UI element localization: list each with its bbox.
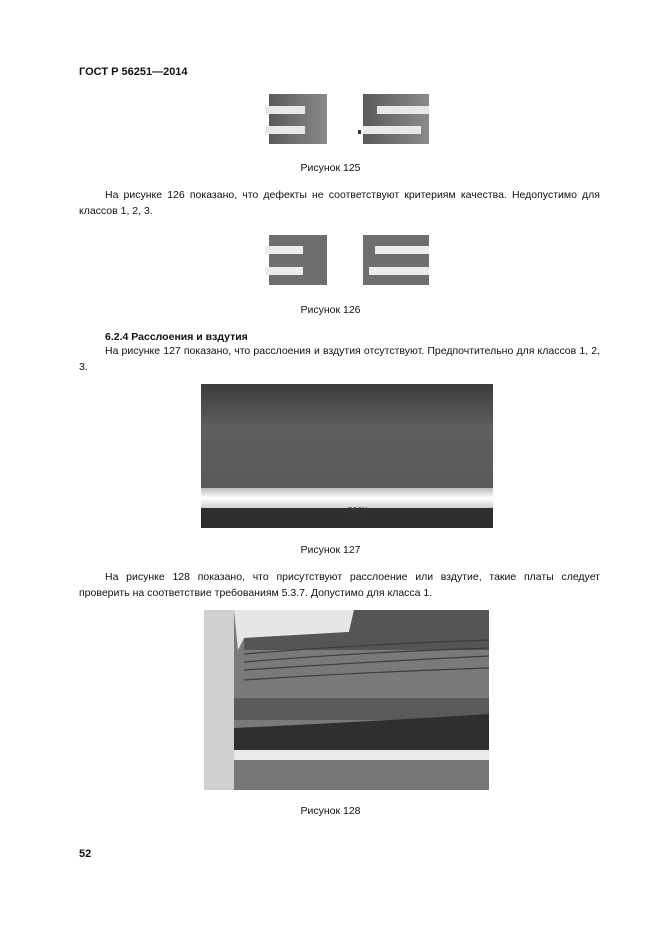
paragraph-figure-127-text: На рисунке 127 показано, что расслоения и вздутия отсутствуют. Предпочтительно для классов 1, 2, 3. — [79, 345, 600, 373]
paragraph-figure-128-text: На рисунке 128 показано, что присутствуют расслоение или вздутие, такие платы следует проверить на соответствие требованиям 5.3.7. Допустимо для класса 1. — [79, 571, 600, 599]
paragraph-figure-128 — [79, 569, 600, 601]
figure-128-image — [204, 610, 489, 790]
figure-126-image — [265, 233, 433, 285]
page-number: 52 — [79, 848, 92, 860]
figure-127-image — [201, 384, 493, 528]
figure-127-caption: Рисунок 127 — [300, 544, 361, 556]
section-heading: 6.2.4 Расслоения и вздутия — [105, 331, 248, 343]
document-header: ГОСТ Р 56251—2014 — [79, 66, 188, 78]
figure-126-caption: Рисунок 126 — [300, 304, 361, 316]
figure-128-caption: Рисунок 128 — [300, 805, 361, 817]
figure-125-image — [265, 92, 433, 144]
figure-125-caption: Рисунок 125 — [300, 162, 361, 174]
magnification-label: >200X — [343, 506, 368, 515]
paragraph-figure-126 — [79, 187, 600, 219]
paragraph-figure-127 — [79, 343, 600, 375]
paragraph-figure-126-text: На рисунке 126 показано, что дефекты не соответствуют критериям качества. Недопустимо для классов 1, 2, 3. — [79, 189, 600, 217]
